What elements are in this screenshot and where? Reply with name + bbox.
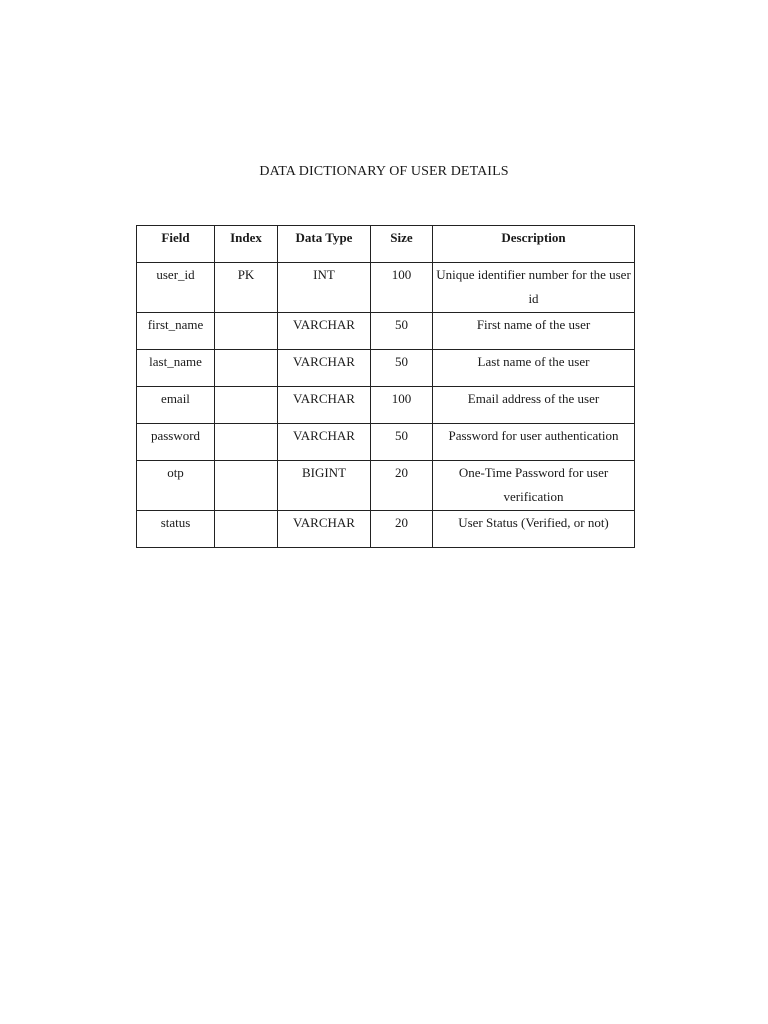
table-row — [137, 313, 635, 350]
cell-field: password — [137, 424, 215, 461]
cell-data-type: VARCHAR — [278, 387, 371, 424]
cell-size: 100 — [371, 263, 433, 313]
cell-index — [215, 313, 278, 350]
table-row — [137, 350, 635, 387]
cell-description: First name of the user — [433, 313, 635, 350]
cell-description: One-Time Password for user verification — [433, 461, 635, 511]
cell-field: email — [137, 387, 215, 424]
cell-field: otp — [137, 461, 215, 511]
cell-data-type: VARCHAR — [278, 350, 371, 387]
header-index: Index — [215, 226, 278, 263]
table-row — [137, 461, 635, 511]
cell-index: PK — [215, 263, 278, 313]
cell-description: Password for user authentication — [433, 424, 635, 461]
cell-field: user_id — [137, 263, 215, 313]
cell-field: first_name — [137, 313, 215, 350]
cell-field: last_name — [137, 350, 215, 387]
header-size: Size — [371, 226, 433, 263]
table-row — [137, 424, 635, 461]
cell-description: User Status (Verified, or not) — [433, 511, 635, 548]
cell-data-type: INT — [278, 263, 371, 313]
header-description: Description — [433, 226, 635, 263]
cell-data-type: VARCHAR — [278, 313, 371, 350]
cell-data-type: VARCHAR — [278, 424, 371, 461]
header-data-type: Data Type — [278, 226, 371, 263]
cell-size: 100 — [371, 387, 433, 424]
cell-size: 50 — [371, 313, 433, 350]
document-title: DATA DICTIONARY OF USER DETAILS — [259, 164, 509, 179]
cell-index — [215, 461, 278, 511]
header-field: Field — [137, 226, 215, 263]
cell-size: 20 — [371, 461, 433, 511]
cell-description: Unique identifier number for the user id — [433, 263, 635, 313]
table-row — [137, 263, 635, 313]
table-row — [137, 511, 635, 548]
table-row — [137, 387, 635, 424]
cell-index — [215, 350, 278, 387]
cell-index — [215, 387, 278, 424]
data-dictionary-table — [136, 225, 635, 548]
cell-size: 20 — [371, 511, 433, 548]
cell-description: Last name of the user — [433, 350, 635, 387]
cell-field: status — [137, 511, 215, 548]
cell-index — [215, 511, 278, 548]
cell-description: Email address of the user — [433, 387, 635, 424]
cell-size: 50 — [371, 350, 433, 387]
cell-data-type: VARCHAR — [278, 511, 371, 548]
cell-index — [215, 424, 278, 461]
cell-size: 50 — [371, 424, 433, 461]
table-header-row — [137, 226, 635, 263]
cell-data-type: BIGINT — [278, 461, 371, 511]
